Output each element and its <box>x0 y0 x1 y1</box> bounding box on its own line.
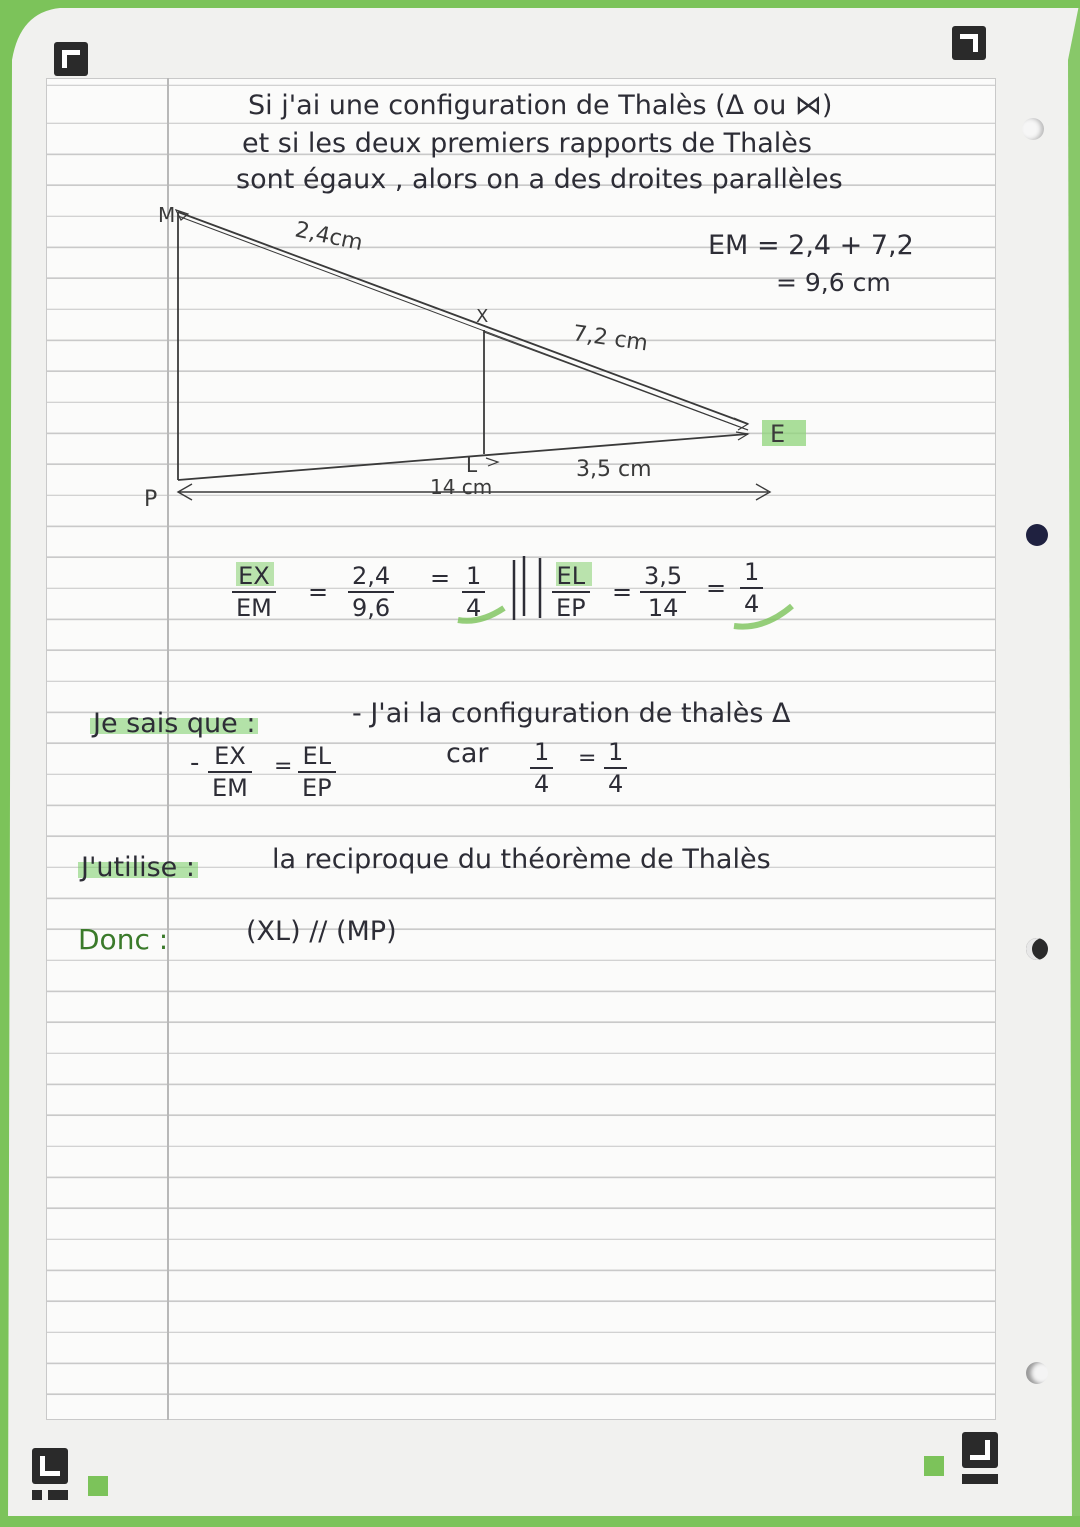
length-le-label: 3,5 cm <box>576 457 652 482</box>
equals-sign: = <box>706 574 727 602</box>
length-pe-label: 14 cm <box>430 475 493 499</box>
equals-sign: = <box>430 564 451 592</box>
point-l-label: L <box>466 453 478 477</box>
known-fact-2-dash: - <box>190 748 200 778</box>
ratio-1-over-4-right: 1 4 <box>740 560 763 616</box>
intro-line-1: Si j'ai une configuration de Thalès (Δ ou ⋈) <box>248 90 833 121</box>
equals-sign: = <box>308 578 329 606</box>
equals-sign: = <box>578 746 597 771</box>
known-fact-2-ratio-el-ep: EL EP <box>298 744 336 800</box>
em-calc-line-2: = 9,6 cm <box>776 268 891 297</box>
ratio-3-5-over-14: 3,5 14 <box>640 564 686 620</box>
equals-sign: = <box>274 754 293 779</box>
corner-marker-bottom-left <box>32 1448 112 1506</box>
car-ratio-1-over-4-left: 1 4 <box>530 740 553 796</box>
corner-marker-bottom-right <box>920 1432 1000 1490</box>
ratio-highlights <box>0 0 1080 660</box>
ratio-2-4-over-9-6: 2,4 9,6 <box>348 564 394 620</box>
ratio-ex-em: EX EM <box>232 564 276 620</box>
length-xe-label: 7,2 cm <box>571 321 650 357</box>
binder-hole <box>1026 938 1048 960</box>
point-m-label: M <box>158 203 176 227</box>
length-mx-label: 2,4cm <box>292 217 365 257</box>
theorem-used: la reciproque du théorème de Thalès <box>272 844 771 875</box>
ratio-el-ep: EL EP <box>552 564 590 620</box>
jutilise-label: J'utilise : <box>78 854 198 881</box>
car-label: car <box>446 738 489 769</box>
point-e-label: E <box>770 420 786 448</box>
donc-label: Donc : <box>78 923 169 956</box>
equals-sign: = <box>612 578 633 606</box>
car-ratio-1-over-4-right: 1 4 <box>604 740 627 796</box>
conclusion: (XL) // (MP) <box>246 916 397 947</box>
point-p-label: P <box>144 487 158 512</box>
known-fact-1: - J'ai la configuration de thalès Δ <box>352 698 791 729</box>
point-x-label: X <box>476 306 489 327</box>
ratio-1-over-4-left: 1 4 <box>462 564 485 620</box>
intro-line-3: sont égaux , alors on a des droites parallèles <box>236 164 843 195</box>
intro-line-2: et si les deux premiers rapports de Thalès <box>242 128 812 159</box>
binder-hole <box>1026 1362 1048 1384</box>
je-sais-que-label: Je sais que : <box>90 710 258 737</box>
em-calc-line-1: EM = 2,4 + 7,2 <box>708 230 914 261</box>
known-fact-2-ratio-ex-em: EX EM <box>208 744 252 800</box>
